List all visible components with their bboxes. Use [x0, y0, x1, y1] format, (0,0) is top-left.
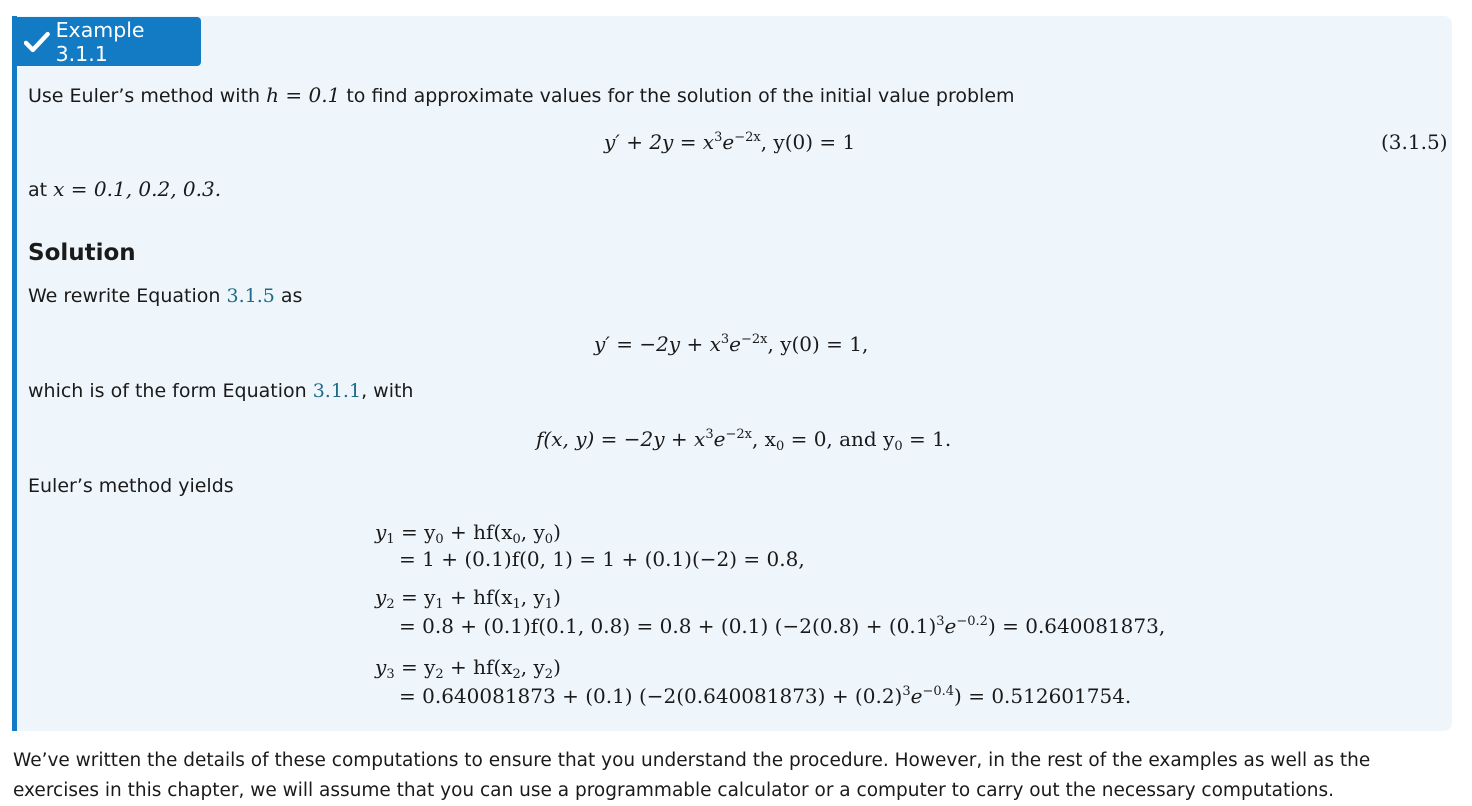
y1-step: $y_1 = y_0 + hf(x_0$, $y_0$) — [375, 520, 561, 547]
closing-paragraph: We’ve written the details of these computations to ensure that you understand the procedure. However, in the rest of the examples as well as the exercises in this chapter, we will assume that you can use a programmable calculator or a computer to carry out the necessary computations. — [13, 750, 1371, 801]
y2-result: = 0.8 + (0.1)f(0.1, 0.8) = 0.8 + (0.1) $(-2(0.8) + (0.1)^3e^{-0.2}) = 0.640081873$, — [399, 614, 1166, 638]
intro-line: Use Euler’s method with h = 0.1 to find approximate values for the solution of the initial value problem — [28, 83, 1015, 107]
y2-step: $y_2 = y_1 + hf(x_1$, $y_1$) — [375, 585, 561, 612]
solution-heading: Solution — [28, 240, 136, 266]
f-definition: f(x, $y) = -2y + x^3e^{-2x}$, $x_0 = 0$, and $y_0 = 1$. — [536, 427, 952, 454]
example-title: Example 3.1.1 — [55, 17, 145, 66]
y3-result: = 0.640081873 + (0.1) $(-2(0.640081873) + (0.2)^3e^{-0.4}) = 0.512601754$. — [399, 684, 1132, 708]
y3-step: $y_3 = y_2 + hf(x_2$, $y_2$) — [375, 655, 561, 682]
rewrite-line: We rewrite Equation 3.1.5 as — [28, 285, 303, 307]
equation-link-3-1-1[interactable]: 3.1.1 — [312, 380, 362, 402]
step-size: h = 0.1 — [266, 83, 341, 107]
checkmark-icon — [24, 31, 50, 53]
example-title-badge — [14, 17, 201, 66]
equation-number: (3.1.5) — [1381, 130, 1448, 154]
at-line: at x = 0.1, 0.2, 0.3. — [28, 177, 222, 201]
equation-link-3-1-5[interactable]: 3.1.5 — [226, 285, 275, 307]
euler-line: Euler’s method yields — [28, 475, 234, 497]
form-line: which is of the form Equation 3.1.1, with — [28, 380, 414, 402]
y1-result: = 1 + (0.1)f(0, 1) = 1 + (0.1)(−2) = 0.8, — [399, 547, 805, 571]
rewritten-equation: $y' = -2y + x^3e^{-2x}$, y(0) = 1, — [594, 332, 869, 356]
ivp-equation: $y' + 2y = x^3e^{-2x}$, y(0) = 1 — [604, 130, 856, 154]
